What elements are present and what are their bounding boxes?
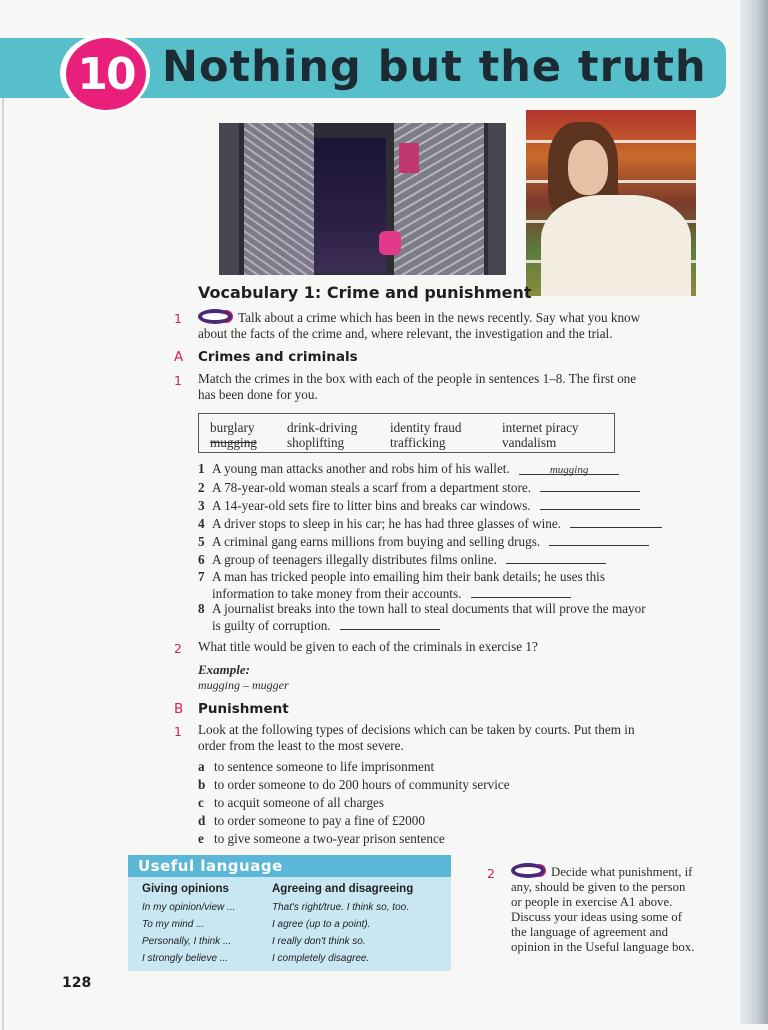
task-number: 1 bbox=[174, 311, 182, 326]
unit-number-badge: 10 bbox=[66, 38, 146, 110]
word-item-used: mugging bbox=[210, 435, 257, 450]
phrase: Personally, I think ... bbox=[142, 936, 232, 947]
page-number: 128 bbox=[62, 975, 92, 991]
answer-blank[interactable] bbox=[506, 551, 606, 564]
unit-title: Nothing but the truth bbox=[162, 42, 707, 92]
word-item: drink-driving bbox=[287, 420, 358, 435]
sentence-item: 1 A young man attacks another and robs him of his wallet. mugging bbox=[198, 461, 619, 477]
phrase: I completely disagree. bbox=[272, 953, 370, 964]
exercise-number: 2 bbox=[174, 641, 182, 656]
speaking-icon bbox=[198, 309, 232, 324]
word-item: identity fraud bbox=[390, 420, 462, 435]
answer-blank[interactable] bbox=[471, 585, 571, 598]
exercise-number: 1 bbox=[174, 724, 182, 739]
answer-blank[interactable] bbox=[549, 533, 649, 546]
answer-blank[interactable] bbox=[540, 479, 640, 492]
column-heading: Agreeing and disagreeing bbox=[272, 883, 414, 895]
useful-language-title: Useful language bbox=[138, 857, 283, 875]
punishment-item: a to sentence someone to life imprisonment bbox=[198, 759, 435, 774]
task-number: 2 bbox=[487, 866, 495, 881]
sentence-item: 3 A 14-year-old sets fire to litter bins and breaks car windows. bbox=[198, 497, 640, 514]
sentence-item: 2 A 78-year-old woman steals a scarf from a department store. bbox=[198, 479, 640, 496]
answer-blank[interactable] bbox=[340, 617, 440, 630]
word-item: burglary bbox=[210, 420, 255, 435]
vocabulary-heading: Vocabulary 1: Crime and punishment bbox=[198, 283, 532, 302]
word-item: shoplifting bbox=[287, 435, 345, 450]
punishment-item: b to order someone to do 200 hours of community service bbox=[198, 777, 510, 792]
phrase: I strongly believe ... bbox=[142, 953, 229, 964]
punishment-item: c to acquit someone of all charges bbox=[198, 795, 385, 810]
gutter-line bbox=[2, 40, 4, 1030]
phrase: That's right/true. I think so, too. bbox=[272, 902, 409, 913]
punishment-item: e to give someone a two-year prison sentence bbox=[198, 831, 445, 846]
section-title: Punishment bbox=[198, 701, 289, 717]
phrase: To my mind ... bbox=[142, 919, 205, 930]
section-letter: A bbox=[174, 349, 184, 365]
sentence-item: 5 A criminal gang earns millions from buying and selling drugs. bbox=[198, 533, 649, 550]
word-item: internet piracy bbox=[502, 420, 579, 435]
sentence-item: 4 A driver stops to sleep in his car; he has had three glasses of wine. bbox=[198, 515, 662, 532]
sentence-item: 6 A group of teenagers illegally distributes films online. bbox=[198, 551, 606, 568]
word-item: vandalism bbox=[502, 435, 557, 450]
section-letter: B bbox=[174, 701, 184, 717]
broken-phone-box-photo bbox=[219, 123, 506, 275]
task1-instructions: Talk about a crime which has been in the news recently. Say what you know about the facts of the crime and, where relevant, the investigation and the trial. bbox=[198, 310, 641, 341]
shoplifting-woman-photo bbox=[526, 110, 696, 296]
answer-blank[interactable]: mugging bbox=[519, 462, 619, 475]
phrase: I agree (up to a point). bbox=[272, 919, 371, 930]
useful-language-box bbox=[128, 855, 451, 971]
exercise-number: 1 bbox=[174, 373, 182, 388]
exercise2-instructions: What title would be given to each of the criminals in exercise 1? bbox=[198, 639, 538, 654]
exercise-instructions: Look at the following types of decisions which can be taken by courts. Put them in order from the least to the most severe. bbox=[198, 722, 635, 753]
column-heading: Giving opinions bbox=[142, 883, 229, 895]
sentence-item: 7 A man has tricked people into emailing him their bank details; he uses this information to take money from their accounts. bbox=[198, 569, 605, 601]
word-item: trafficking bbox=[390, 435, 446, 450]
example-label: Example: bbox=[198, 662, 250, 677]
punishment-item: d to order someone to pay a fine of £2000 bbox=[198, 813, 425, 828]
page-edge-shadow bbox=[740, 0, 768, 1024]
answer-blank[interactable] bbox=[540, 497, 640, 510]
task2-instructions: Decide what punishment, if any, should be given to the person or people in exercise A1 above. Discuss your ideas using some of the language of agreement and opinion in the Useful language box. bbox=[511, 865, 695, 954]
word-box bbox=[198, 413, 615, 453]
exercise-instructions: Match the crimes in the box with each of the people in sentences 1–8. The first one has been done for you. bbox=[198, 371, 637, 402]
speaking-icon bbox=[511, 863, 545, 878]
example-text: mugging – mugger bbox=[198, 678, 289, 692]
sentence-item: 8 A journalist breaks into the town hall to steal documents that will prove the mayor is guilty of corruption. bbox=[198, 601, 646, 633]
answer-blank[interactable] bbox=[570, 515, 662, 528]
phrase: In my opinion/view ... bbox=[142, 902, 236, 913]
section-title: Crimes and criminals bbox=[198, 349, 358, 365]
phrase: I really don't think so. bbox=[272, 936, 366, 947]
